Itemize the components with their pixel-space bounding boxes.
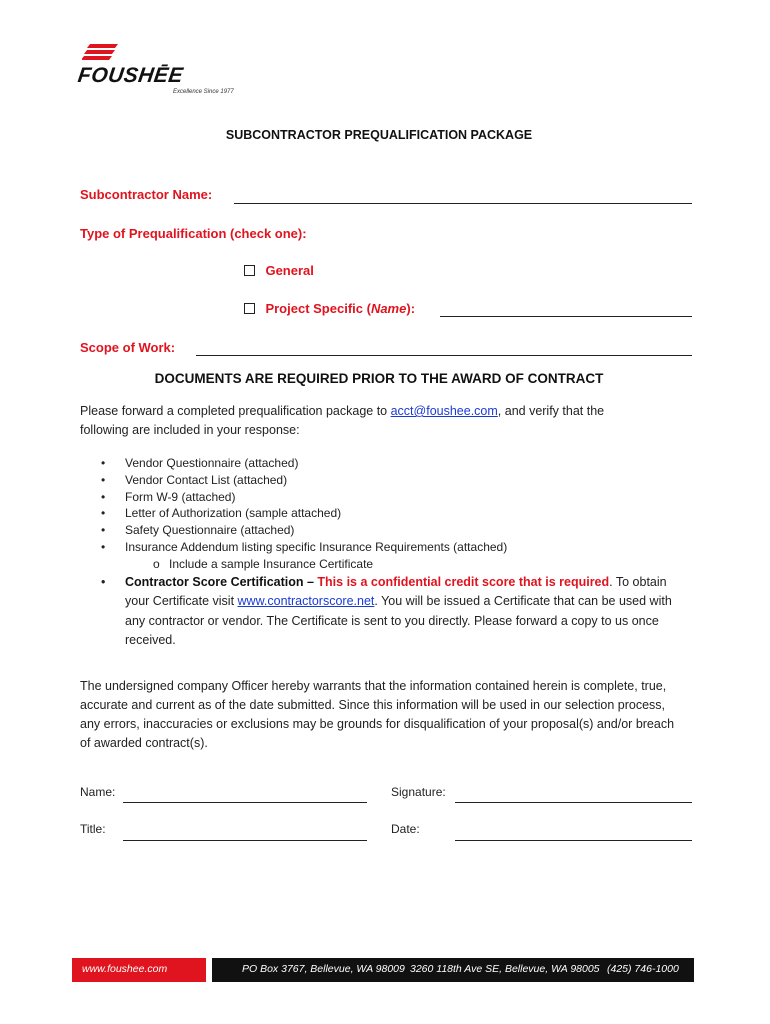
general-option-label: General	[265, 263, 314, 278]
project-specific-checkbox[interactable]	[244, 303, 255, 314]
list-item: • Letter of Authorization (sample attached)	[101, 506, 342, 521]
footer-bar	[72, 958, 694, 982]
intro-paragraph	[80, 402, 640, 440]
footer-po-box: PO Box 3767, Bellevue, WA 98009	[242, 963, 405, 975]
name-field[interactable]	[123, 802, 367, 803]
contractor-score-item: • Contractor Score Certification – This is a confidential credit score that is required. To obtain your Certificate visit www.contractorscore.net. You will be issued a Certificate that can be used with any contractor or vendor. The Certificate is sent to you directly. Please forward a copy to us once received.	[101, 574, 672, 648]
list-item: • Vendor Contact List (attached)	[101, 472, 288, 487]
project-specific-label-prefix: Project Specific (	[265, 301, 371, 316]
subcontractor-name-field[interactable]	[234, 203, 692, 204]
subcontractor-name-label: Subcontractor Name:	[80, 187, 213, 202]
signature-label: Signature:	[391, 785, 446, 799]
title-field[interactable]	[123, 840, 367, 841]
date-field[interactable]	[455, 840, 692, 841]
footer-website[interactable]: www.foushee.com	[82, 963, 168, 975]
project-name-field[interactable]	[440, 316, 692, 317]
list-item: • Form W-9 (attached)	[101, 489, 236, 504]
list-item: • Safety Questionnaire (attached)	[101, 523, 295, 538]
intro-text-before: Please forward a completed prequalification package to	[80, 404, 391, 418]
date-label: Date:	[391, 822, 420, 836]
footer-street-address: 3260 118th Ave SE, Bellevue, WA 98005	[410, 963, 600, 975]
footer-website-panel	[72, 958, 206, 982]
requirements-list	[101, 455, 685, 651]
company-logo	[78, 44, 238, 100]
scope-of-work-field[interactable]	[196, 355, 692, 356]
sub-list-item: o Include a sample Insurance Certificate	[153, 556, 374, 571]
logo-stripes-icon	[82, 44, 122, 64]
name-label: Name:	[80, 785, 116, 799]
project-specific-label-suffix: ):	[406, 301, 416, 316]
scope-of-work-label: Scope of Work:	[80, 340, 176, 355]
list-item: • Vendor Questionnaire (attached)	[101, 456, 299, 470]
documents-required-heading: DOCUMENTS ARE REQUIRED PRIOR TO THE AWARD OF CONTRACT	[154, 371, 604, 386]
warranty-paragraph: The undersigned company Officer hereby warrants that the information contained herein is complete, true, accurate and current as of the date submitted. Since this information will be used in our selection process, any errors, inaccuracies or exclusions may be grounds for disqualification of your proposal(s) and/or breach of awarded contract(s).	[80, 679, 675, 750]
general-checkbox[interactable]	[244, 265, 255, 276]
footer-phone: (425) 746-1000	[607, 963, 679, 975]
email-link[interactable]: acct@foushee.com	[390, 404, 498, 418]
footer-address-panel	[212, 958, 694, 982]
project-specific-label-name: Name	[370, 301, 407, 316]
list-item: • Insurance Addendum listing specific Insurance Requirements (attached)	[101, 539, 508, 554]
logo-tagline: Excellence Since 1977	[173, 89, 234, 95]
logo-wordmark: FOUSHĒE	[76, 64, 185, 87]
general-option[interactable]	[244, 262, 314, 280]
title-label: Title:	[80, 822, 106, 836]
signature-field[interactable]	[455, 802, 692, 803]
contractor-score-link[interactable]: www.contractorscore.net	[237, 594, 375, 609]
intro-text-after: , and verify that the following are included in your response:	[80, 404, 605, 437]
document-title: SUBCONTRACTOR PREQUALIFICATION PACKAGE	[225, 128, 533, 142]
project-specific-option[interactable]	[244, 300, 415, 318]
prequalification-type-label: Type of Prequalification (check one):	[80, 226, 307, 241]
